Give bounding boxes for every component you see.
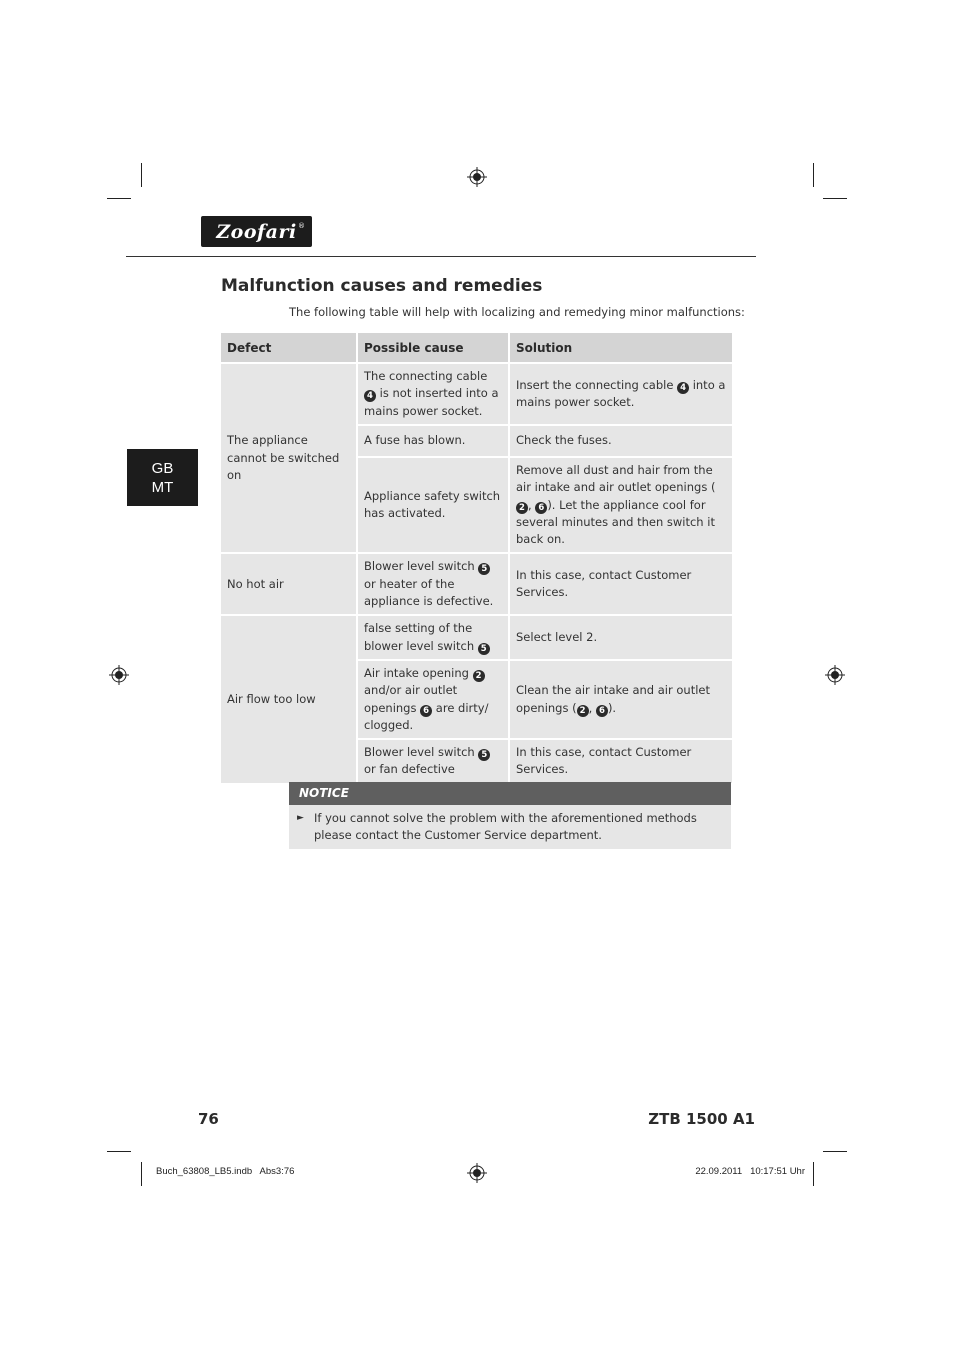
defect-cell: No hot air [221, 554, 356, 614]
callout-number-icon: 5 [478, 643, 490, 655]
crop-mark [107, 1151, 131, 1152]
table-body [221, 364, 732, 783]
cell-text: or fan defective [364, 762, 455, 777]
table-row [221, 554, 732, 614]
cause-cell [358, 661, 508, 738]
bullet-arrow-icon: ► [297, 813, 304, 823]
callout-number-icon: 2 [516, 502, 528, 514]
crop-mark [823, 198, 847, 199]
malfunction-table [219, 331, 734, 785]
cell-text: and/or air outlet openings [364, 683, 458, 715]
cause-cell [358, 426, 508, 456]
registration-mark-icon [467, 1163, 487, 1183]
crop-mark [141, 1162, 142, 1186]
cell-text: , [528, 497, 536, 512]
language-tab [127, 449, 198, 506]
model-number: ZTB 1500 A1 [648, 1110, 755, 1128]
registration-mark-icon [467, 167, 487, 187]
header-rule [126, 256, 756, 257]
cell-text: Clean the air intake and air outlet openings ( [516, 683, 710, 715]
page-title: Malfunction causes and remedies [221, 276, 543, 296]
intro-text: The following table will help with localizing and remedying minor malfunctions: [289, 305, 745, 319]
table-row [221, 364, 732, 424]
cell-text: is not inserted into a mains power socket. [364, 386, 499, 418]
callout-number-icon: 2 [577, 705, 589, 717]
cell-text: A fuse has blown. [364, 433, 466, 448]
cell-text: In this case, contact Customer Services. [516, 745, 692, 777]
language-code: GB [151, 459, 174, 477]
notice-box [289, 782, 731, 849]
cause-cell [358, 616, 508, 659]
print-slug-date: 22.09.2011 10:17:51 Uhr [695, 1166, 805, 1177]
cell-text: In this case, contact Customer Services. [516, 568, 692, 600]
cell-text: ). Let the appliance cool for several minutes and then switch it back on. [516, 497, 715, 547]
column-header-defect: Defect [221, 333, 356, 362]
logo-text: Zoofari [216, 220, 297, 243]
callout-number-icon: 5 [478, 563, 490, 575]
callout-number-icon: 5 [478, 749, 490, 761]
cell-text: ). [607, 700, 617, 715]
crop-mark [813, 1162, 814, 1186]
cell-text: Check the fuses. [516, 433, 612, 448]
solution-cell [510, 661, 732, 738]
cell-text: Insert the connecting cable [516, 377, 678, 392]
registration-mark-icon [109, 665, 129, 685]
cell-text: or heater of the appliance is defective. [364, 576, 494, 609]
callout-number-icon: 4 [364, 390, 376, 402]
crop-mark [813, 163, 814, 187]
solution-cell [510, 458, 732, 552]
defect-cell: Air flow too low [221, 616, 356, 782]
defect-cell: The appliance cannot be switched on [221, 364, 356, 552]
crop-mark [823, 1151, 847, 1152]
cause-cell [358, 458, 508, 552]
cause-cell [358, 740, 508, 783]
brand-logo [201, 216, 312, 247]
callout-number-icon: 4 [677, 382, 689, 394]
crop-mark [107, 198, 131, 199]
callout-number-icon: 6 [420, 705, 432, 717]
cell-text: Blower level switch [364, 745, 479, 760]
solution-cell [510, 554, 732, 614]
cell-text: Remove all dust and hair from the air intake and air outlet openings ( [516, 463, 716, 495]
solution-cell [510, 426, 732, 456]
table-row [221, 616, 732, 659]
cell-text: The connecting cable [364, 369, 488, 384]
callout-number-icon: 6 [596, 705, 608, 717]
cell-text: Blower level switch [364, 559, 479, 574]
page-number: 76 [198, 1110, 219, 1128]
table-header-row [221, 333, 732, 362]
notice-text: If you cannot solve the problem with the aforementioned methods please contact the Customer Service department. [314, 811, 697, 843]
cell-text: into a mains power socket. [516, 377, 726, 409]
cell-text: Air intake opening [364, 665, 473, 680]
cell-text: Appliance safety switch has activated. [364, 488, 501, 521]
cell-text: are dirty/ clogged. [364, 700, 489, 732]
callout-number-icon: 2 [473, 670, 485, 682]
cell-text: , [588, 700, 596, 715]
logo-registered-mark: ® [298, 222, 305, 230]
notice-body [289, 805, 731, 849]
crop-mark [141, 163, 142, 187]
print-slug-file: Buch_63808_LB5.indb Abs3:76 [156, 1166, 295, 1177]
column-header-solution: Solution [510, 333, 732, 362]
cell-text: Select level 2. [516, 630, 598, 645]
solution-cell [510, 364, 732, 424]
solution-cell [510, 740, 732, 783]
callout-number-icon: 6 [535, 502, 547, 514]
cause-cell [358, 364, 508, 424]
solution-cell [510, 616, 732, 659]
notice-heading: NOTICE [289, 782, 731, 805]
cause-cell [358, 554, 508, 614]
column-header-cause: Possible cause [358, 333, 508, 362]
registration-mark-icon [825, 665, 845, 685]
cell-text: false setting of the blower level switch [364, 621, 478, 653]
language-code: MT [151, 478, 174, 496]
